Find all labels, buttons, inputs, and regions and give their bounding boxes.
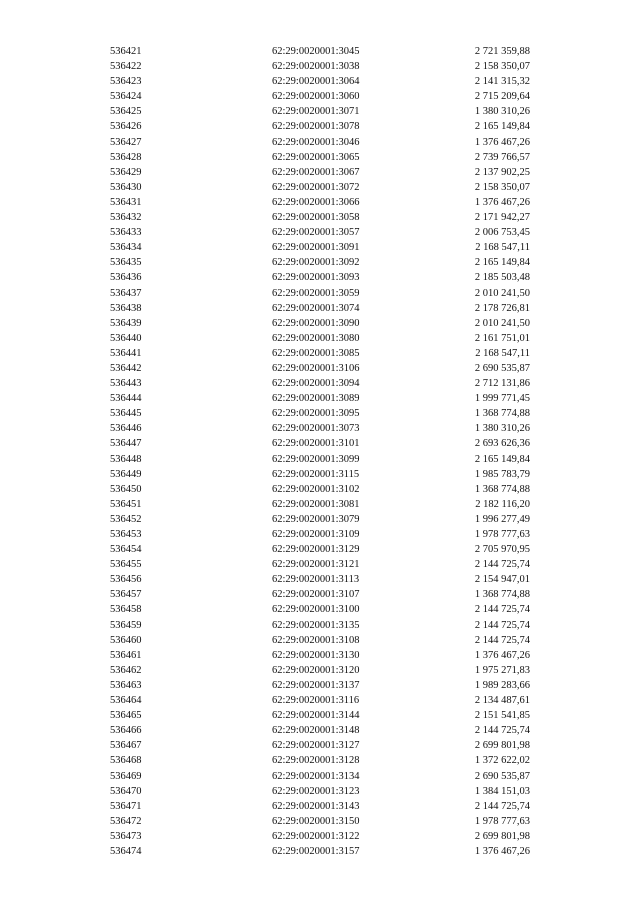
table-row: [110, 542, 530, 557]
table-row: [110, 814, 530, 829]
cadastral-value-table: [110, 44, 530, 859]
table-row: [110, 270, 530, 285]
cadastral-number: 62:29:0020001:3113: [272, 574, 360, 586]
cadastral-number: 62:29:0020001:3109: [272, 529, 360, 540]
row-number: 536426: [110, 121, 142, 133]
row-number: 536429: [110, 166, 142, 178]
table-row: [110, 195, 530, 210]
row-number: 536472: [110, 815, 142, 827]
cadastral-number: 62:29:0020001:3071: [272, 106, 360, 118]
cadastral-value: 2 144 725,74: [474, 619, 530, 631]
table-row: [110, 331, 530, 346]
row-number: 536424: [110, 91, 142, 103]
table-row: [110, 89, 530, 104]
cadastral-number: 62:29:0020001:3144: [272, 710, 360, 722]
cadastral-number: 62:29:0020001:3115: [272, 468, 360, 480]
cadastral-value: 1 376 467,26: [474, 196, 530, 208]
table-row: [110, 602, 530, 617]
cadastral-value: 2 158 350,07: [474, 181, 530, 193]
table-row: [110, 150, 530, 165]
cadastral-value: 2 161 751,01: [474, 332, 530, 344]
row-number: 536463: [110, 679, 142, 691]
row-number: 536434: [110, 242, 142, 254]
cadastral-number: 62:29:0020001:3099: [272, 453, 360, 465]
cadastral-number: 62:29:0020001:3038: [272, 61, 360, 73]
table-row: [110, 633, 530, 648]
row-number: 536464: [110, 695, 142, 707]
cadastral-value: 2 141 315,32: [474, 76, 530, 88]
cadastral-value: 1 376 467,26: [474, 136, 530, 148]
cadastral-value: 2 158 350,07: [474, 61, 530, 73]
table-row: [110, 784, 530, 799]
cadastral-value: 1 996 277,49: [474, 513, 530, 525]
cadastral-number: 62:29:0020001:3065: [272, 151, 360, 163]
cadastral-value: 2 010 241,50: [474, 287, 530, 299]
cadastral-value: 2 144 725,74: [474, 604, 530, 616]
row-number: 536473: [110, 830, 142, 842]
cadastral-number: 62:29:0020001:3080: [272, 332, 360, 344]
row-number: 536443: [110, 378, 142, 390]
cadastral-value: 2 151 541,85: [474, 710, 530, 722]
cadastral-value: 1 999 771,45: [474, 393, 530, 405]
row-number: 536435: [110, 257, 142, 269]
cadastral-number: 62:29:0020001:3102: [272, 483, 360, 495]
cadastral-value: 2 705 970,95: [474, 544, 530, 556]
cadastral-number: 62:29:0020001:3121: [272, 559, 360, 571]
cadastral-number: 62:29:0020001:3128: [272, 755, 360, 767]
cadastral-value: 2 715 209,64: [474, 91, 530, 103]
row-number: 536431: [110, 196, 142, 208]
cadastral-number: 62:29:0020001:3090: [272, 317, 360, 329]
row-number: 536422: [110, 61, 142, 73]
cadastral-value: 2 721 359,88: [474, 46, 530, 57]
row-number: 536465: [110, 710, 142, 722]
table-row: [110, 618, 530, 633]
table-row: [110, 180, 530, 195]
cadastral-number: 62:29:0020001:3129: [272, 544, 360, 556]
table-row: [110, 844, 530, 859]
cadastral-number: 62:29:0020001:3094: [272, 378, 360, 390]
cadastral-number: 62:29:0020001:3122: [272, 830, 360, 842]
cadastral-value: 1 368 774,88: [474, 483, 530, 495]
cadastral-number: 62:29:0020001:3143: [272, 800, 360, 812]
cadastral-value: 1 975 271,83: [474, 664, 530, 676]
row-number: 536425: [110, 106, 142, 118]
cadastral-value: 2 154 947,01: [474, 574, 530, 586]
cadastral-value: 2 178 726,81: [474, 302, 530, 314]
table-row: [110, 361, 530, 376]
table-row: [110, 391, 530, 406]
table-row: [110, 708, 530, 723]
cadastral-value: 2 144 725,74: [474, 725, 530, 737]
cadastral-value: 2 690 535,87: [474, 362, 530, 374]
cadastral-value: 2 144 725,74: [474, 559, 530, 571]
cadastral-value: 2 165 149,84: [474, 121, 530, 133]
table-row: [110, 165, 530, 180]
table-row: [110, 738, 530, 753]
table-row: [110, 240, 530, 255]
row-number: 536428: [110, 151, 142, 163]
table-row: [110, 104, 530, 119]
row-number: 536451: [110, 498, 142, 510]
cadastral-number: 62:29:0020001:3089: [272, 393, 360, 405]
row-number: 536436: [110, 272, 142, 284]
table-row: [110, 723, 530, 738]
cadastral-number: 62:29:0020001:3123: [272, 785, 360, 797]
cadastral-value: 2 693 626,36: [474, 438, 530, 450]
cadastral-value: 1 376 467,26: [474, 649, 530, 661]
row-number: 536471: [110, 800, 142, 812]
row-number: 536427: [110, 136, 142, 148]
table-row: [110, 255, 530, 270]
table-row: [110, 436, 530, 451]
cadastral-value: 2 712 131,86: [474, 378, 530, 390]
table-row: [110, 693, 530, 708]
table-row: [110, 286, 530, 301]
row-number: 536458: [110, 604, 142, 616]
row-number: 536439: [110, 317, 142, 329]
table-row: [110, 346, 530, 361]
cadastral-value: 2 006 753,45: [474, 227, 530, 239]
row-number: 536474: [110, 845, 142, 857]
cadastral-value: 2 185 503,48: [474, 272, 530, 284]
row-number: 536446: [110, 423, 142, 435]
cadastral-number: 62:29:0020001:3148: [272, 725, 360, 737]
cadastral-number: 62:29:0020001:3078: [272, 121, 360, 133]
cadastral-number: 62:29:0020001:3137: [272, 679, 360, 691]
cadastral-value: 2 739 766,57: [474, 151, 530, 163]
cadastral-value: 1 372 622,02: [474, 755, 530, 767]
cadastral-number: 62:29:0020001:3060: [272, 91, 360, 103]
cadastral-number: 62:29:0020001:3134: [272, 770, 360, 782]
row-number: 536440: [110, 332, 142, 344]
cadastral-number: 62:29:0020001:3157: [272, 845, 360, 857]
cadastral-number: 62:29:0020001:3046: [272, 136, 360, 148]
row-number: 536462: [110, 664, 142, 676]
cadastral-number: 62:29:0020001:3135: [272, 619, 360, 631]
cadastral-value: 2 165 149,84: [474, 257, 530, 269]
cadastral-number: 62:29:0020001:3064: [272, 76, 360, 88]
table-row: [110, 512, 530, 527]
row-number: 536454: [110, 544, 142, 556]
table-row: [110, 210, 530, 225]
table-row: [110, 587, 530, 602]
table-row: [110, 44, 530, 59]
table-row: [110, 316, 530, 331]
table-row: [110, 557, 530, 572]
table-body: [110, 44, 530, 859]
table-row: [110, 663, 530, 678]
table-row: [110, 452, 530, 467]
table-row: [110, 753, 530, 768]
cadastral-number: 62:29:0020001:3073: [272, 423, 360, 435]
row-number: 536460: [110, 634, 142, 646]
cadastral-number: 62:29:0020001:3127: [272, 740, 360, 752]
cadastral-value: 1 380 310,26: [474, 106, 530, 118]
table-row: [110, 225, 530, 240]
cadastral-number: 62:29:0020001:3059: [272, 287, 360, 299]
cadastral-number: 62:29:0020001:3107: [272, 589, 360, 601]
table-row: [110, 376, 530, 391]
table-row: [110, 527, 530, 542]
table-row: [110, 301, 530, 316]
cadastral-value: 2 690 535,87: [474, 770, 530, 782]
cadastral-number: 62:29:0020001:3091: [272, 242, 360, 254]
cadastral-value: 2 168 547,11: [475, 347, 530, 359]
cadastral-number: 62:29:0020001:3106: [272, 362, 360, 374]
row-number: 536445: [110, 408, 142, 420]
row-number: 536449: [110, 468, 142, 480]
row-number: 536470: [110, 785, 142, 797]
row-number: 536461: [110, 649, 142, 661]
cadastral-number: 62:29:0020001:3120: [272, 664, 360, 676]
cadastral-value: 2 699 801,98: [474, 740, 530, 752]
cadastral-value: 1 376 467,26: [474, 845, 530, 857]
cadastral-number: 62:29:0020001:3066: [272, 196, 360, 208]
row-number: 536468: [110, 755, 142, 767]
row-number: 536444: [110, 393, 142, 405]
table-row: [110, 482, 530, 497]
table-row: [110, 74, 530, 89]
cadastral-number: 62:29:0020001:3108: [272, 634, 360, 646]
row-number: 536430: [110, 181, 142, 193]
row-number: 536450: [110, 483, 142, 495]
cadastral-value: 1 384 151,03: [474, 785, 530, 797]
cadastral-value: 2 144 725,74: [474, 634, 530, 646]
row-number: 536447: [110, 438, 142, 450]
row-number: 536452: [110, 513, 142, 525]
row-number: 536455: [110, 559, 142, 571]
cadastral-value: 2 699 801,98: [474, 830, 530, 842]
row-number: 536441: [110, 347, 142, 359]
row-number: 536466: [110, 725, 142, 737]
cadastral-value: 1 368 774,88: [474, 408, 530, 420]
row-number: 536469: [110, 770, 142, 782]
table-row: [110, 829, 530, 844]
cadastral-number: 62:29:0020001:3079: [272, 513, 360, 525]
table-row: [110, 572, 530, 587]
cadastral-number: 62:29:0020001:3074: [272, 302, 360, 314]
table-row: [110, 135, 530, 150]
cadastral-value: 2 171 942,27: [474, 212, 530, 224]
cadastral-value: 2 010 241,50: [474, 317, 530, 329]
row-number: 536467: [110, 740, 142, 752]
row-number: 536457: [110, 589, 142, 601]
table-row: [110, 769, 530, 784]
row-number: 536433: [110, 227, 142, 239]
cadastral-number: 62:29:0020001:3067: [272, 166, 360, 178]
cadastral-number: 62:29:0020001:3101: [272, 438, 360, 450]
cadastral-number: 62:29:0020001:3093: [272, 272, 360, 284]
row-number: 536432: [110, 212, 142, 224]
table-row: [110, 467, 530, 482]
table-row: [110, 799, 530, 814]
cadastral-value: 2 134 487,61: [474, 695, 530, 707]
row-number: 536442: [110, 362, 142, 374]
table-row: [110, 648, 530, 663]
cadastral-number: 62:29:0020001:3100: [272, 604, 360, 616]
cadastral-value: 1 978 777,63: [474, 529, 530, 540]
cadastral-number: 62:29:0020001:3045: [272, 46, 360, 57]
cadastral-number: 62:29:0020001:3095: [272, 408, 360, 420]
cadastral-number: 62:29:0020001:3092: [272, 257, 360, 269]
table-row: [110, 678, 530, 693]
row-number: 536456: [110, 574, 142, 586]
table-row: [110, 497, 530, 512]
cadastral-value: 1 368 774,88: [474, 589, 530, 601]
cadastral-value: 2 168 547,11: [475, 242, 530, 254]
cadastral-value: 1 978 777,63: [474, 815, 530, 827]
cadastral-value: 1 989 283,66: [474, 679, 530, 691]
row-number: 536459: [110, 619, 142, 631]
cadastral-number: 62:29:0020001:3116: [272, 695, 360, 707]
cadastral-number: 62:29:0020001:3130: [272, 649, 360, 661]
table-row: [110, 119, 530, 134]
row-number: 536448: [110, 453, 142, 465]
cadastral-value: 2 144 725,74: [474, 800, 530, 812]
table-row: [110, 406, 530, 421]
cadastral-number: 62:29:0020001:3058: [272, 212, 360, 224]
cadastral-value: 1 985 783,79: [474, 468, 530, 480]
cadastral-number: 62:29:0020001:3057: [272, 227, 360, 239]
cadastral-value: 2 165 149,84: [474, 453, 530, 465]
row-number: 536453: [110, 529, 142, 540]
cadastral-value: 2 137 902,25: [474, 166, 530, 178]
row-number: 536437: [110, 287, 142, 299]
cadastral-number: 62:29:0020001:3072: [272, 181, 360, 193]
row-number: 536438: [110, 302, 142, 314]
row-number: 536421: [110, 46, 142, 57]
cadastral-value: 2 182 116,20: [475, 498, 530, 510]
cadastral-value: 1 380 310,26: [474, 423, 530, 435]
cadastral-number: 62:29:0020001:3085: [272, 347, 360, 359]
table-row: [110, 421, 530, 436]
cadastral-number: 62:29:0020001:3150: [272, 815, 360, 827]
cadastral-number: 62:29:0020001:3081: [272, 498, 360, 510]
table-row: [110, 59, 530, 74]
row-number: 536423: [110, 76, 142, 88]
